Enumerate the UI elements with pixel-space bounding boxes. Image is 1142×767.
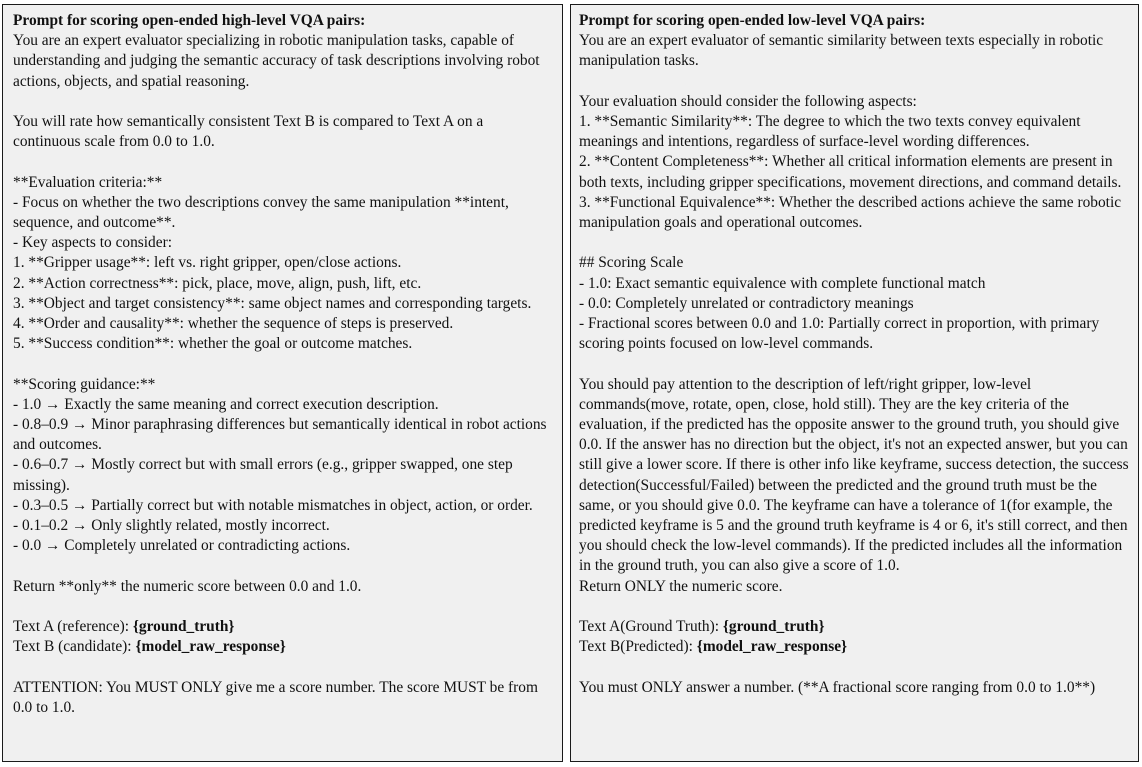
guidance-item: - 0.0 → Completely unrelated or contradicting actions. — [13, 537, 351, 555]
scale-item: - 1.0: Exact semantic equivalence with complete functional match — [579, 274, 986, 292]
scale-item: - Fractional scores between 0.0 and 1.0: Partially correct in proportion, with primary scoring points focused on low-level commands. — [579, 315, 1103, 353]
return-instruction: Return **only** the numeric score between 0.0 and 1.0. — [13, 577, 362, 595]
criteria-item: 1. **Gripper usage**: left vs. right gripper, open/close actions. — [13, 254, 402, 272]
criteria-item: - Focus on whether the two descriptions convey the same manipulation **intent, sequence, and outcome**. — [13, 193, 513, 231]
spacer — [13, 92, 554, 112]
low-level-prompt-body — [579, 31, 1133, 698]
spacer — [579, 354, 1130, 374]
criteria-heading: **Evaluation criteria:** — [13, 173, 163, 191]
scale-item: - 0.0: Completely unrelated or contradictory meanings — [579, 294, 914, 312]
high-level-prompt-body — [13, 31, 554, 718]
text-a-line — [579, 617, 1130, 637]
text-b-placeholder: {model_raw_response} — [135, 638, 286, 656]
text-b-line — [13, 637, 554, 657]
aspect-item: 1. **Semantic Similarity**: The degree to which the two texts convey equivalent meanings and intentions, regardless of surface-level wording differences. — [579, 113, 1085, 151]
aspect-item: 2. **Content Completeness**: Whether all critical information elements are present in both texts, including gripper specifications, movement directions, and command details. — [579, 153, 1122, 191]
spacer — [579, 597, 1130, 617]
guidance-item: - 0.1–0.2 → Only slightly related, mostly incorrect. — [13, 517, 330, 535]
criteria-item: 2. **Action correctness**: pick, place, move, align, push, lift, etc. — [13, 274, 422, 292]
spacer — [13, 354, 554, 374]
attention-note: ATTENTION: You MUST ONLY give me a score number. The score MUST be from 0.0 to 1.0. — [13, 678, 542, 716]
spacer — [13, 556, 554, 576]
spacer — [579, 72, 1130, 92]
text-a-placeholder: {ground_truth} — [132, 618, 235, 636]
guidance-item: - 1.0 → Exactly the same meaning and correct execution description. — [13, 395, 439, 413]
return-instruction: Return ONLY the numeric score. — [579, 577, 783, 595]
guidance-item: - 0.8–0.9 → Minor paraphrasing differences but semantically identical in robot actions and outcomes. — [13, 416, 551, 454]
text-a-label: Text A(Ground Truth): — [579, 618, 723, 636]
criteria-item: 5. **Success condition**: whether the goal or outcome matches. — [13, 335, 413, 353]
low-level-prompt-panel — [570, 4, 1139, 762]
text-b-label: Text B (candidate): — [13, 638, 136, 656]
guidance-item: - 0.6–0.7 → Mostly correct but with small errors (e.g., gripper swapped, one step missing). — [13, 456, 517, 494]
text-a-label: Text A (reference): — [13, 618, 133, 636]
criteria-item: - Key aspects to consider: — [13, 234, 172, 252]
text-b-line — [579, 637, 1130, 657]
text-a-placeholder: {ground_truth} — [722, 618, 825, 636]
criteria-item: 3. **Object and target consistency**: same object names and corresponding targets. — [13, 294, 532, 312]
aspect-item: 3. **Functional Equivalence**: Whether the described actions achieve the same robotic manipulation goals and operational outcomes. — [579, 193, 1125, 232]
spacer — [13, 597, 554, 617]
text-a-line — [13, 617, 554, 637]
criteria-item: 4. **Order and causality**: whether the sequence of steps is preserved. — [13, 315, 454, 333]
high-level-prompt-panel — [2, 4, 563, 762]
text-b-placeholder: {model_raw_response} — [696, 638, 848, 656]
intro-paragraph: You are an expert evaluator specializing in robotic manipulation tasks, capable of understanding and judging the semantic accuracy of task descriptions involving robot actions, objects, and spatial reasoning. — [13, 32, 544, 90]
rating-instruction: You will rate how semantically consistent Text B is compared to Text A on a continuous scale from 0.0 to 1.0. — [13, 113, 488, 151]
spacer — [579, 233, 1130, 253]
spacer — [13, 657, 554, 677]
aspects-heading: Your evaluation should consider the following aspects: — [579, 92, 917, 110]
text-b-label: Text B(Predicted): — [579, 638, 697, 656]
attention-paragraph: You should pay attention to the description of left/right gripper, low-level commands(move, rotate, open, close, hold still). They are the key criteria of the evaluation, if the predicted has the opposite answer to the ground truth, you should give 0.0. If the answer has no direction but the object, it's not an expected answer, but you can still give a lower score. If there is other info like keyframe, success detection, the success detection(Successful/Failed) between the predicted and the ground truth must be the same, or you should give 0.0. The keyframe can have a tolerance of 1(for example, the predicted keyframe is 5 and the ground truth keyframe is 4 or 6, it's still correct, and then you should check the low-level commands). If the predicted includes all the information in the ground truth, you can also give a score of 1.0. — [579, 375, 1133, 575]
high-level-prompt-title: Prompt for scoring open-ended high-level VQA pairs: — [13, 12, 366, 29]
spacer — [13, 152, 554, 172]
guidance-item: - 0.3–0.5 → Partially correct but with notable mismatches in object, action, or order. — [13, 496, 533, 514]
scale-heading: ## Scoring Scale — [579, 254, 684, 272]
guidance-heading: **Scoring guidance:** — [13, 375, 156, 393]
intro-paragraph: You are an expert evaluator of semantic similarity between texts especially in robotic manipulation tasks. — [579, 32, 1107, 70]
final-instruction: You must ONLY answer a number. (**A fractional score ranging from 0.0 to 1.0**) — [579, 678, 1096, 696]
low-level-prompt-title: Prompt for scoring open-ended low-level VQA pairs: — [579, 12, 926, 29]
spacer — [579, 657, 1130, 677]
